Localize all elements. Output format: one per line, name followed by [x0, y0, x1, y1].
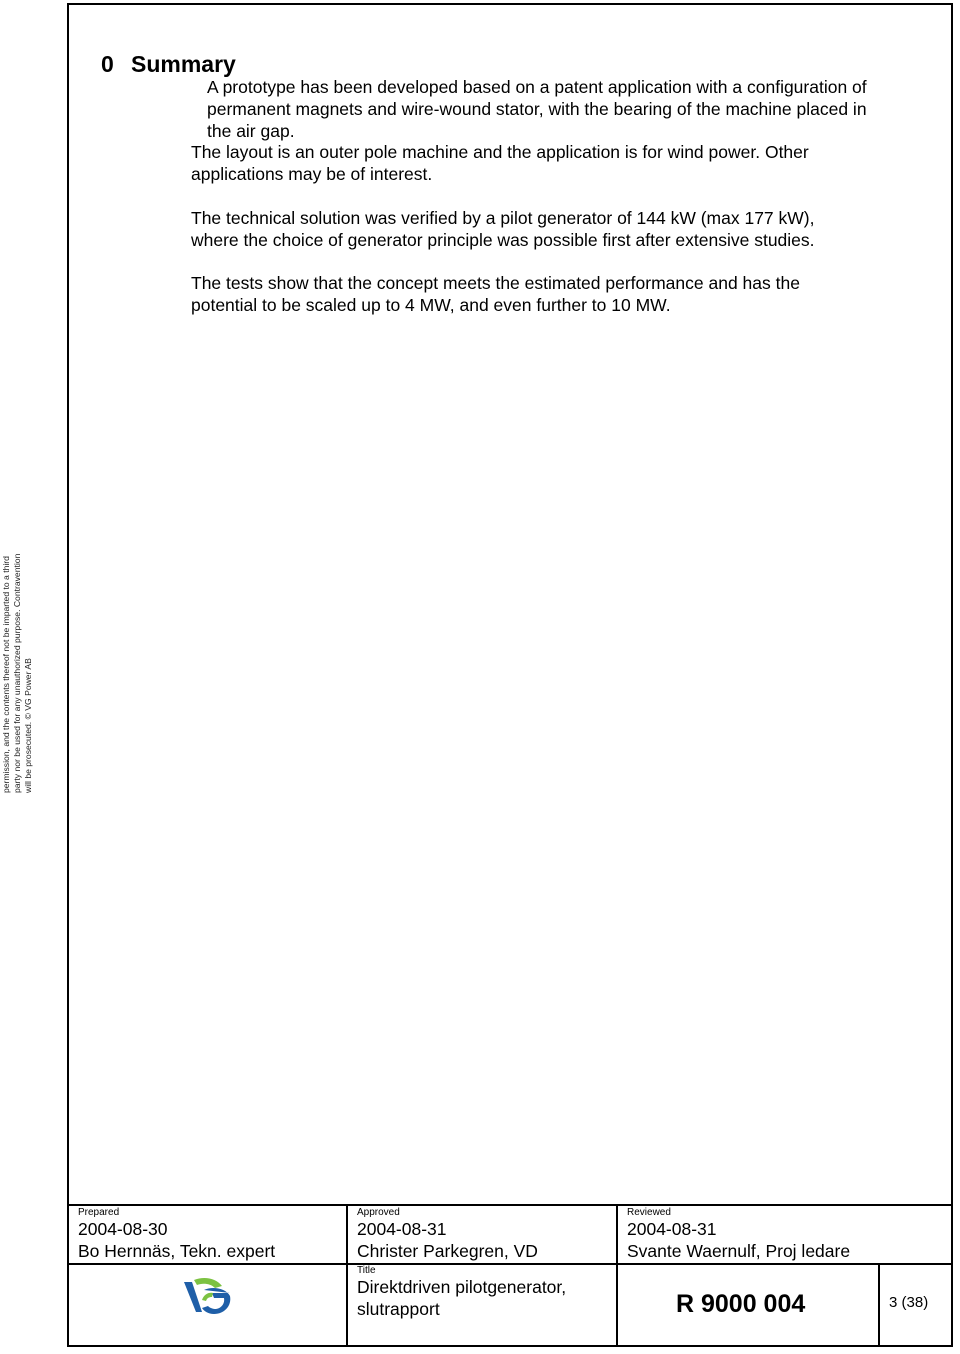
summary-paragraph-2: The layout is an outer pole machine and the application is for wind power. Other applications may be of interest. [191, 142, 809, 184]
title-label: Title [357, 1265, 376, 1276]
page-frame [67, 3, 953, 1347]
prepared-label: Prepared [78, 1207, 120, 1218]
section-title: Summary [131, 51, 236, 77]
section-number: 0 [101, 51, 114, 77]
section-heading [101, 50, 236, 78]
approved-label: Approved [357, 1207, 400, 1218]
title-block-top-rule [67, 1204, 953, 1206]
title-block-middle-rule [67, 1263, 953, 1265]
reviewed-date: 2004-08-31 [627, 1219, 717, 1239]
document-number: R 9000 004 [676, 1290, 806, 1318]
approved-name: Christer Parkegren, VD [357, 1241, 538, 1261]
title-block-divider-3 [878, 1263, 880, 1347]
prepared-date: 2004-08-30 [78, 1219, 168, 1239]
approved-date: 2004-08-31 [357, 1219, 447, 1239]
summary-paragraph-1: A prototype has been developed based on a patent application with a configuration of permanent magnets and wire-wound stator, with the bearing of the machine placed in the air gap. [207, 77, 867, 141]
summary-paragraph-4: The tests show that the concept meets the estimated performance and has the potential to be scaled up to 4 MW, and even further to 10 MW. [191, 273, 800, 315]
title-block-divider-1 [346, 1204, 348, 1347]
prepared-name: Bo Hernnäs, Tekn. expert [78, 1241, 276, 1261]
reviewed-label: Reviewed [627, 1207, 671, 1218]
vg-power-logo [182, 1276, 234, 1318]
reviewed-name: Svante Waernulf, Proj ledare [627, 1241, 851, 1261]
page-number: 3 (38) [889, 1294, 929, 1311]
title-block-divider-2 [616, 1204, 618, 1347]
document-title-line-2: slutrapport [357, 1299, 440, 1319]
summary-paragraph-3: The technical solution was verified by a pilot generator of 144 kW (max 177 kW), where the choice of generator principle was possible first after extensive studies. [191, 208, 815, 250]
confidentiality-notice: permission, and the contents thereof not be imparted to a third party nor be used for any unauthorized purpose. Contravention will be prosecuted. © VG Power AB [1, 553, 33, 793]
document-title-line-1: Direktdriven pilotgenerator, [357, 1277, 567, 1297]
